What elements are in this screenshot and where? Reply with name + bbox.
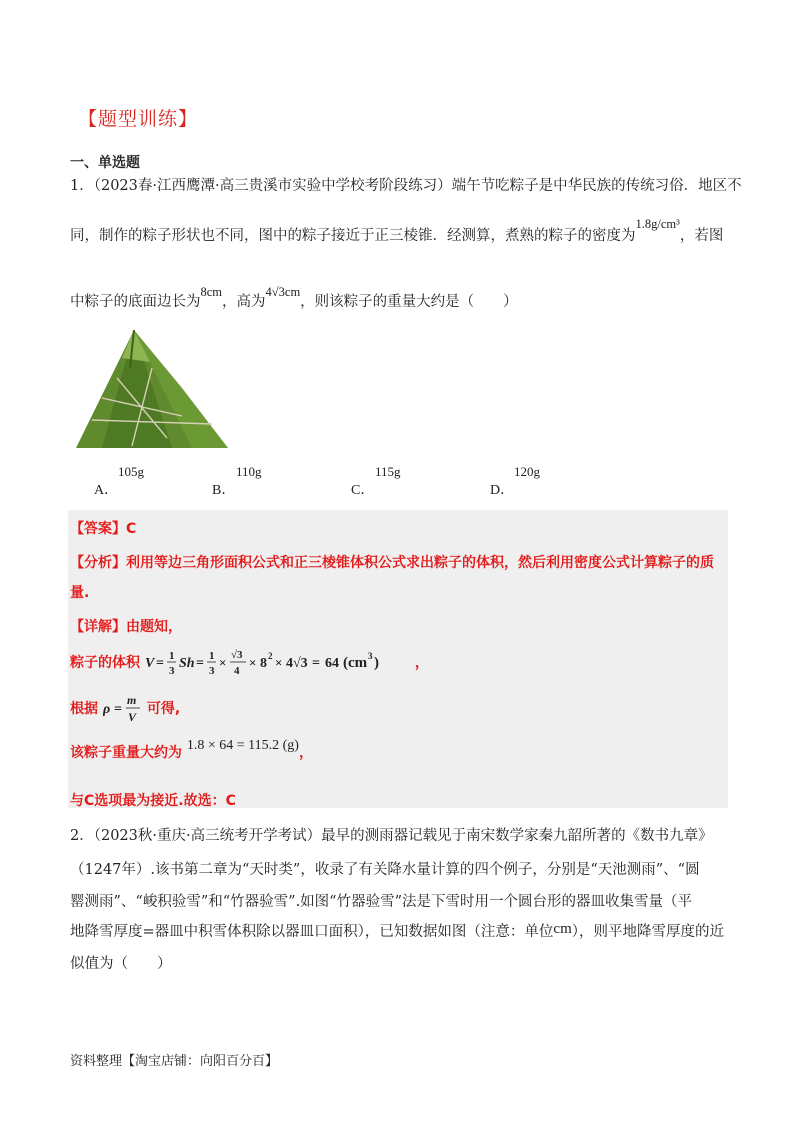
svg-text:1: 1: [208, 650, 215, 662]
svg-text:√3: √3: [230, 649, 243, 661]
volume-line: [70, 646, 429, 680]
svg-text:3: 3: [367, 651, 373, 661]
weight-label: 该粽子重量大约为: [70, 745, 182, 761]
option-c-letter: C．: [351, 483, 375, 498]
q1-line-3-mid: ，高为: [222, 294, 266, 310]
analysis-line-2: 量.: [70, 585, 90, 601]
svg-text:1: 1: [168, 650, 175, 662]
q2-line-4-text: 地降雪厚度=器皿中积雪体积除以器皿口面积），已知数据如图（注意：单位: [70, 924, 554, 940]
option-d[interactable]: [490, 462, 610, 496]
q1-line-3-text: 中粽子的底面边长为: [70, 294, 201, 310]
svg-text:(cm: (cm: [342, 655, 368, 671]
option-a-value: 105g: [118, 464, 144, 479]
svg-text:m: m: [126, 693, 137, 707]
option-b[interactable]: [212, 462, 332, 496]
q1-options: [94, 462, 564, 496]
by-label: 根据: [70, 701, 98, 717]
detail-line: 【详解】由题知，: [70, 619, 182, 635]
analysis-line-1: 【分析】利用等边三角形面积公式和正三棱锥体积公式求出粽子的体积，然后利用密度公式计算粽子的质: [70, 555, 714, 571]
q2-line-5: 似值为（ ）: [70, 956, 172, 972]
q1-line-2-text: 同，制作的粽子形状也不同，图中的粽子接近于正三棱锥．经测算，煮熟的粽子的密度为: [70, 228, 636, 244]
by-end: 可得,: [146, 701, 181, 717]
option-b-letter: B．: [212, 483, 236, 498]
edge-value: 8cm: [200, 285, 223, 299]
svg-text:3: 3: [208, 665, 215, 677]
svg-text:ρ: ρ: [102, 702, 111, 717]
weight-end: ，: [298, 745, 313, 761]
option-d-value: 120g: [514, 464, 540, 479]
q2-line-4-end: ），则平地降雪厚度的近: [571, 924, 724, 940]
weight-line: [70, 738, 313, 762]
option-a[interactable]: [94, 462, 214, 496]
q2-line-1: 2．（2023秋·重庆·高三统考开学考试）最早的测雨器记载见于南宋数学家秦九韶所著的《数书九章》: [70, 828, 713, 844]
volume-end: ，: [414, 655, 429, 671]
svg-text:=: =: [155, 656, 164, 671]
q1-line-1: 1．（2023春·江西鹰潭·高三贵溪市实验中学校考阶段练习）端午节吃粽子是中华民族的传统习俗．地区不: [70, 178, 742, 194]
section-title: 一、单选题: [70, 155, 140, 171]
svg-text:V: V: [127, 710, 136, 724]
density-formula-line: [70, 692, 180, 726]
weight-formula: 1.8 × 64 = 115.2 (g): [186, 738, 299, 753]
option-c[interactable]: [351, 462, 471, 496]
svg-text:=: =: [195, 656, 204, 671]
q2-line-4: [70, 920, 724, 941]
section-heading: 【题型训练】: [78, 108, 199, 130]
q1-line-3: [70, 285, 518, 311]
q1-line-2-end: ，若图: [679, 228, 724, 244]
volume-label: 粽子的体积: [70, 655, 140, 671]
svg-text:2: 2: [267, 651, 273, 661]
svg-text:×: ×: [248, 655, 257, 670]
footer-text: 资料整理【淘宝店铺：向阳百分百】: [70, 1054, 279, 1069]
option-c-value: 115g: [375, 464, 401, 479]
density-value: 1.8g/cm³: [635, 217, 680, 231]
final-line: 与C选项最为接近.故选：C: [70, 793, 236, 809]
q2-line-3: 罂测雨”、“峻积验雪”和“竹器验雪”.如图“竹器验雪”法是下雪时用一个圆台形的器皿收集雪量（平: [70, 894, 692, 910]
svg-text:4: 4: [233, 665, 240, 677]
svg-text:4√3: 4√3: [285, 656, 308, 671]
svg-text:=: =: [113, 702, 122, 717]
svg-text:V: V: [144, 656, 155, 671]
option-b-value: 110g: [236, 464, 262, 479]
option-a-letter: A．: [94, 483, 119, 498]
svg-text:3: 3: [168, 665, 175, 677]
answer-line: 【答案】C: [70, 521, 137, 537]
svg-text:×: ×: [218, 655, 227, 670]
svg-text:Sh: Sh: [178, 656, 195, 671]
unit-value: cm: [553, 921, 572, 937]
svg-text:): ): [373, 655, 379, 671]
q1-line-2: [70, 217, 724, 245]
q2-line-2: （1247年）.该书第二章为“天时类”，收录了有关降水量计算的四个例子，分别是“天池测雨”、“圆: [70, 862, 700, 878]
svg-text:64: 64: [324, 656, 339, 671]
q1-line-3-end: ，则该粽子的重量大约是（ ）: [300, 294, 518, 310]
height-value: 4√3cm: [265, 285, 301, 299]
volume-formula: [145, 646, 415, 680]
option-d-letter: D．: [490, 483, 515, 498]
svg-text:=: =: [311, 656, 320, 671]
density-formula: [103, 692, 147, 726]
svg-text:×: ×: [274, 655, 283, 670]
zongzi-image: [72, 328, 232, 452]
svg-text:8: 8: [259, 656, 267, 671]
